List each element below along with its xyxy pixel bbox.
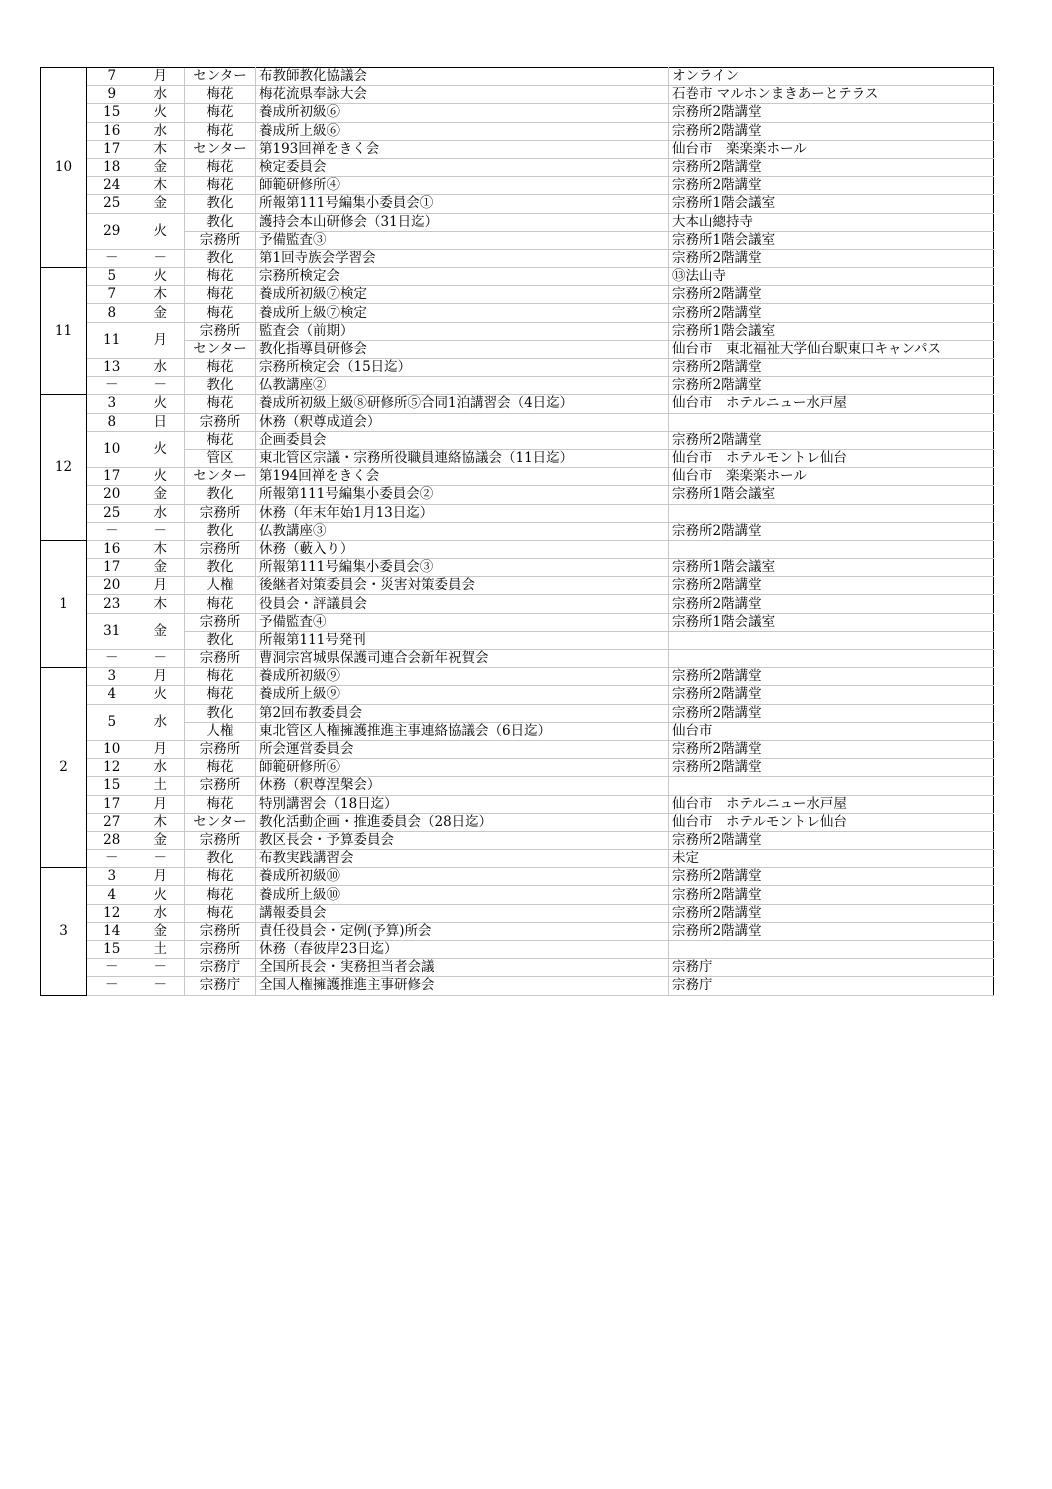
venue-cell: 宗務所2階講堂 <box>669 304 994 322</box>
department-cell: 梅花 <box>185 595 256 613</box>
venue-cell <box>669 650 994 668</box>
schedule-row <box>41 395 994 413</box>
weekday-cell: － <box>137 977 185 995</box>
weekday-cell: 火 <box>137 104 185 122</box>
venue-cell: 宗務所1階会議室 <box>669 486 994 504</box>
department-cell: 梅花 <box>185 122 256 140</box>
schedule-row <box>41 959 994 977</box>
department-cell: 梅花 <box>185 886 256 904</box>
day-cell: 11 <box>87 322 137 358</box>
day-cell: 17 <box>87 795 137 813</box>
schedule-row <box>41 613 994 631</box>
schedule-row <box>41 177 994 195</box>
department-cell: 梅花 <box>185 268 256 286</box>
schedule-row <box>41 813 994 831</box>
day-cell: 28 <box>87 831 137 849</box>
weekday-cell: 木 <box>137 177 185 195</box>
schedule-row <box>41 195 994 213</box>
month-cell: 10 <box>41 68 87 268</box>
event-cell: 師範研修所⑥ <box>256 759 669 777</box>
weekday-cell: 火 <box>137 468 185 486</box>
venue-cell: 仙台市 楽楽楽ホール <box>669 468 994 486</box>
event-cell: 東北管区宗議・宗務所役職員連絡協議会（11日迄） <box>256 449 669 467</box>
department-cell: 宗務所 <box>185 650 256 668</box>
day-cell: － <box>87 650 137 668</box>
day-cell: 18 <box>87 158 137 176</box>
venue-cell: 宗務所2階講堂 <box>669 104 994 122</box>
venue-cell: 宗務所2階講堂 <box>669 177 994 195</box>
day-cell: 13 <box>87 359 137 377</box>
day-cell: － <box>87 850 137 868</box>
weekday-cell: 木 <box>137 595 185 613</box>
department-cell: 宗務所 <box>185 504 256 522</box>
weekday-cell: 木 <box>137 140 185 158</box>
venue-cell: 宗務所2階講堂 <box>669 431 994 449</box>
weekday-cell: 日 <box>137 413 185 431</box>
venue-cell <box>669 941 994 959</box>
event-cell: 休務（藪入り） <box>256 540 669 558</box>
schedule-row <box>41 668 994 686</box>
event-cell: 東北管区人権擁護推進主事連絡協議会（6日迄） <box>256 722 669 740</box>
schedule-row <box>41 304 994 322</box>
weekday-cell: 火 <box>137 268 185 286</box>
department-cell: 教化 <box>185 631 256 649</box>
weekday-cell: 木 <box>137 813 185 831</box>
event-cell: 養成所上級⑩ <box>256 886 669 904</box>
event-cell: 休務（春彼岸23日迄） <box>256 941 669 959</box>
event-cell: 責任役員会・定例(予算)所会 <box>256 922 669 940</box>
department-cell: センター <box>185 340 256 358</box>
department-cell: 梅花 <box>185 868 256 886</box>
day-cell: 20 <box>87 577 137 595</box>
weekday-cell: 水 <box>137 122 185 140</box>
day-cell: 9 <box>87 86 137 104</box>
schedule-row <box>41 86 994 104</box>
venue-cell: 仙台市 ホテルニュー水戸屋 <box>669 795 994 813</box>
venue-cell <box>669 504 994 522</box>
day-cell: 15 <box>87 941 137 959</box>
weekday-cell: 金 <box>137 486 185 504</box>
schedule-row <box>41 686 994 704</box>
schedule-row <box>41 122 994 140</box>
schedule-row <box>41 886 994 904</box>
schedule-row <box>41 104 994 122</box>
venue-cell: 宗務所2階講堂 <box>669 922 994 940</box>
department-cell: センター <box>185 68 256 86</box>
department-cell: 教化 <box>185 213 256 231</box>
day-cell: 3 <box>87 395 137 413</box>
day-cell: 12 <box>87 759 137 777</box>
month-cell: 2 <box>41 668 87 868</box>
department-cell: 梅花 <box>185 304 256 322</box>
day-cell: 20 <box>87 486 137 504</box>
venue-cell: 宗務所2階講堂 <box>669 668 994 686</box>
schedule-row <box>41 431 994 449</box>
weekday-cell: 月 <box>137 577 185 595</box>
department-cell: 梅花 <box>185 759 256 777</box>
weekday-cell: 金 <box>137 304 185 322</box>
weekday-cell: 金 <box>137 195 185 213</box>
event-cell: 梅花流県奉詠大会 <box>256 86 669 104</box>
event-cell: 養成所初級⑥ <box>256 104 669 122</box>
schedule-row <box>41 286 994 304</box>
schedule-row <box>41 759 994 777</box>
department-cell: センター <box>185 468 256 486</box>
venue-cell: 宗務所2階講堂 <box>669 377 994 395</box>
weekday-cell: 水 <box>137 759 185 777</box>
department-cell: 梅花 <box>185 795 256 813</box>
venue-cell: 宗務所2階講堂 <box>669 686 994 704</box>
venue-cell: 宗務所2階講堂 <box>669 831 994 849</box>
venue-cell: 宗務所2階講堂 <box>669 759 994 777</box>
event-cell: 第1回寺族会学習会 <box>256 249 669 267</box>
venue-cell: 宗務所2階講堂 <box>669 286 994 304</box>
schedule-row <box>41 795 994 813</box>
venue-cell: 宗務所2階講堂 <box>669 740 994 758</box>
event-cell: 養成所初級⑨ <box>256 668 669 686</box>
event-cell: 予備監査③ <box>256 231 669 249</box>
month-cell: 11 <box>41 268 87 395</box>
department-cell: 宗務所 <box>185 231 256 249</box>
venue-cell: 宗務所1階会議室 <box>669 195 994 213</box>
weekday-cell: 火 <box>137 686 185 704</box>
schedule-row <box>41 704 994 722</box>
event-cell: 監査会（前期） <box>256 322 669 340</box>
weekday-cell: － <box>137 959 185 977</box>
day-cell: 29 <box>87 213 137 249</box>
schedule-body <box>41 68 994 996</box>
event-cell: 所会運営委員会 <box>256 740 669 758</box>
department-cell: 教化 <box>185 486 256 504</box>
venue-cell: 仙台市 ホテルニュー水戸屋 <box>669 395 994 413</box>
day-cell: 10 <box>87 431 137 467</box>
day-cell: 7 <box>87 68 137 86</box>
venue-cell: 宗務所1階会議室 <box>669 559 994 577</box>
day-cell: 15 <box>87 777 137 795</box>
venue-cell: 宗務所2階講堂 <box>669 886 994 904</box>
department-cell: 宗務所 <box>185 540 256 558</box>
event-cell: 護持会本山研修会（31日迄） <box>256 213 669 231</box>
day-cell: 31 <box>87 613 137 649</box>
venue-cell: 宗務所1階会議室 <box>669 613 994 631</box>
day-cell: － <box>87 959 137 977</box>
day-cell: 17 <box>87 140 137 158</box>
weekday-cell: 水 <box>137 504 185 522</box>
weekday-cell: 金 <box>137 922 185 940</box>
weekday-cell: 水 <box>137 359 185 377</box>
day-cell: 16 <box>87 540 137 558</box>
schedule-row <box>41 559 994 577</box>
event-cell: 所報第111号発刊 <box>256 631 669 649</box>
day-cell: 4 <box>87 686 137 704</box>
day-cell: 8 <box>87 304 137 322</box>
day-cell: 25 <box>87 195 137 213</box>
event-cell: 布教師教化協議会 <box>256 68 669 86</box>
month-cell: 1 <box>41 540 87 667</box>
event-cell: 布教実践講習会 <box>256 850 669 868</box>
weekday-cell: － <box>137 249 185 267</box>
venue-cell: 大本山總持寺 <box>669 213 994 231</box>
department-cell: 教化 <box>185 559 256 577</box>
schedule-row <box>41 486 994 504</box>
event-cell: 師範研修所④ <box>256 177 669 195</box>
event-cell: 休務（釈尊成道会） <box>256 413 669 431</box>
department-cell: 教化 <box>185 377 256 395</box>
schedule-row <box>41 158 994 176</box>
venue-cell: 宗務所2階講堂 <box>669 359 994 377</box>
weekday-cell: 月 <box>137 795 185 813</box>
department-cell: 宗務所 <box>185 613 256 631</box>
schedule-row <box>41 740 994 758</box>
schedule-row <box>41 359 994 377</box>
day-cell: 23 <box>87 595 137 613</box>
department-cell: 梅花 <box>185 158 256 176</box>
event-cell: 休務（年末年始1月13日迄） <box>256 504 669 522</box>
department-cell: 宗務所 <box>185 941 256 959</box>
department-cell: 教化 <box>185 249 256 267</box>
event-cell: 企画委員会 <box>256 431 669 449</box>
event-cell: 全国所長会・実務担当者会議 <box>256 959 669 977</box>
department-cell: 梅花 <box>185 104 256 122</box>
venue-cell: 宗務所2階講堂 <box>669 868 994 886</box>
department-cell: 梅花 <box>185 431 256 449</box>
event-cell: 検定委員会 <box>256 158 669 176</box>
venue-cell <box>669 631 994 649</box>
day-cell: 14 <box>87 922 137 940</box>
schedule-row <box>41 922 994 940</box>
schedule-row <box>41 377 994 395</box>
day-cell: 12 <box>87 904 137 922</box>
day-cell: 5 <box>87 268 137 286</box>
department-cell: 管区 <box>185 449 256 467</box>
event-cell: 役員会・評議員会 <box>256 595 669 613</box>
weekday-cell: 月 <box>137 68 185 86</box>
event-cell: 養成所初級⑩ <box>256 868 669 886</box>
venue-cell: 仙台市 ホテルモントレ仙台 <box>669 813 994 831</box>
event-cell: 第193回禅をきく会 <box>256 140 669 158</box>
department-cell: 宗務所 <box>185 831 256 849</box>
weekday-cell: 木 <box>137 540 185 558</box>
venue-cell: 宗務所2階講堂 <box>669 904 994 922</box>
venue-cell: 仙台市 東北福祉大学仙台駅東口キャンパス <box>669 340 994 358</box>
weekday-cell: 金 <box>137 831 185 849</box>
event-cell: 所報第111号編集小委員会③ <box>256 559 669 577</box>
venue-cell: 宗務所2階講堂 <box>669 704 994 722</box>
schedule-table <box>40 67 994 996</box>
department-cell: 宗務所 <box>185 413 256 431</box>
event-cell: 仏教講座② <box>256 377 669 395</box>
day-cell: － <box>87 977 137 995</box>
venue-cell: 石巻市 マルホンまきあーとテラス <box>669 86 994 104</box>
weekday-cell: － <box>137 650 185 668</box>
schedule-row <box>41 850 994 868</box>
department-cell: 教化 <box>185 195 256 213</box>
venue-cell <box>669 777 994 795</box>
weekday-cell: 火 <box>137 886 185 904</box>
schedule-row <box>41 540 994 558</box>
day-cell: － <box>87 377 137 395</box>
event-cell: 第2回布教委員会 <box>256 704 669 722</box>
schedule-row <box>41 140 994 158</box>
venue-cell: 宗務所2階講堂 <box>669 595 994 613</box>
department-cell: 人権 <box>185 722 256 740</box>
weekday-cell: 土 <box>137 941 185 959</box>
department-cell: 梅花 <box>185 668 256 686</box>
event-cell: 休務（釈尊涅槃会） <box>256 777 669 795</box>
schedule-row <box>41 249 994 267</box>
department-cell: 梅花 <box>185 86 256 104</box>
event-cell: 所報第111号編集小委員会① <box>256 195 669 213</box>
schedule-row <box>41 904 994 922</box>
day-cell: 4 <box>87 886 137 904</box>
event-cell: 宗務所検定会（15日迄） <box>256 359 669 377</box>
event-cell: 講報委員会 <box>256 904 669 922</box>
weekday-cell: 月 <box>137 668 185 686</box>
weekday-cell: 金 <box>137 559 185 577</box>
day-cell: 17 <box>87 468 137 486</box>
event-cell: 特別講習会（18日迄） <box>256 795 669 813</box>
department-cell: 宗務所 <box>185 777 256 795</box>
venue-cell: オンライン <box>669 68 994 86</box>
weekday-cell: 金 <box>137 613 185 649</box>
venue-cell: 宗務所2階講堂 <box>669 249 994 267</box>
schedule-row <box>41 522 994 540</box>
department-cell: 教化 <box>185 704 256 722</box>
day-cell: 7 <box>87 286 137 304</box>
weekday-cell: 火 <box>137 213 185 249</box>
venue-cell: 未定 <box>669 850 994 868</box>
venue-cell: 仙台市 楽楽楽ホール <box>669 140 994 158</box>
venue-cell: 宗務所2階講堂 <box>669 122 994 140</box>
weekday-cell: 火 <box>137 395 185 413</box>
weekday-cell: － <box>137 377 185 395</box>
department-cell: 梅花 <box>185 359 256 377</box>
event-cell: 全国人権擁護推進主事研修会 <box>256 977 669 995</box>
department-cell: 梅花 <box>185 686 256 704</box>
venue-cell: 宗務所1階会議室 <box>669 322 994 340</box>
department-cell: 教化 <box>185 522 256 540</box>
weekday-cell: 月 <box>137 868 185 886</box>
department-cell: 教化 <box>185 850 256 868</box>
venue-cell <box>669 540 994 558</box>
event-cell: 宗務所検定会 <box>256 268 669 286</box>
event-cell: 養成所初級上級⑧研修所⑤合同1泊講習会（4日迄） <box>256 395 669 413</box>
event-cell: 養成所初級⑦検定 <box>256 286 669 304</box>
schedule-row <box>41 650 994 668</box>
event-cell: 教化活動企画・推進委員会（28日迄） <box>256 813 669 831</box>
department-cell: 宗務所 <box>185 922 256 940</box>
event-cell: 仏教講座③ <box>256 522 669 540</box>
event-cell: 養成所上級⑨ <box>256 686 669 704</box>
venue-cell: 宗務所1階会議室 <box>669 231 994 249</box>
venue-cell: 宗務庁 <box>669 977 994 995</box>
venue-cell: 仙台市 <box>669 722 994 740</box>
venue-cell: 宗務所2階講堂 <box>669 577 994 595</box>
weekday-cell: 月 <box>137 740 185 758</box>
schedule-row <box>41 577 994 595</box>
day-cell: 10 <box>87 740 137 758</box>
schedule-row <box>41 68 994 86</box>
venue-cell <box>669 413 994 431</box>
day-cell: 17 <box>87 559 137 577</box>
day-cell: 25 <box>87 504 137 522</box>
venue-cell: 仙台市 ホテルモントレ仙台 <box>669 449 994 467</box>
day-cell: 27 <box>87 813 137 831</box>
day-cell: 3 <box>87 668 137 686</box>
department-cell: センター <box>185 813 256 831</box>
event-cell: 予備監査④ <box>256 613 669 631</box>
event-cell: 教化指導員研修会 <box>256 340 669 358</box>
weekday-cell: 土 <box>137 777 185 795</box>
schedule-row <box>41 468 994 486</box>
event-cell: 後継者対策委員会・災害対策委員会 <box>256 577 669 595</box>
department-cell: 宗務所 <box>185 740 256 758</box>
schedule-row <box>41 777 994 795</box>
day-cell: 24 <box>87 177 137 195</box>
department-cell: 梅花 <box>185 286 256 304</box>
weekday-cell: － <box>137 850 185 868</box>
department-cell: センター <box>185 140 256 158</box>
department-cell: 梅花 <box>185 177 256 195</box>
month-cell: 3 <box>41 868 87 995</box>
day-cell: － <box>87 249 137 267</box>
venue-cell: 宗務所2階講堂 <box>669 158 994 176</box>
event-cell: 養成所上級⑦検定 <box>256 304 669 322</box>
schedule-row <box>41 322 994 340</box>
weekday-cell: 火 <box>137 431 185 467</box>
schedule-row <box>41 977 994 995</box>
weekday-cell: 水 <box>137 704 185 740</box>
weekday-cell: 水 <box>137 904 185 922</box>
department-cell: 梅花 <box>185 395 256 413</box>
department-cell: 宗務庁 <box>185 977 256 995</box>
month-cell: 12 <box>41 395 87 541</box>
venue-cell: 宗務所2階講堂 <box>669 522 994 540</box>
weekday-cell: 金 <box>137 158 185 176</box>
schedule-row <box>41 941 994 959</box>
schedule-row <box>41 504 994 522</box>
schedule-row <box>41 268 994 286</box>
weekday-cell: 水 <box>137 86 185 104</box>
department-cell: 梅花 <box>185 904 256 922</box>
venue-cell: ⑬法山寺 <box>669 268 994 286</box>
event-cell: 曹洞宗宮城県保護司連合会新年祝賀会 <box>256 650 669 668</box>
event-cell: 所報第111号編集小委員会② <box>256 486 669 504</box>
day-cell: 15 <box>87 104 137 122</box>
event-cell: 養成所上級⑥ <box>256 122 669 140</box>
schedule-row <box>41 868 994 886</box>
venue-cell: 宗務庁 <box>669 959 994 977</box>
schedule-row <box>41 413 994 431</box>
weekday-cell: 月 <box>137 322 185 358</box>
schedule-row <box>41 213 994 231</box>
schedule-row <box>41 595 994 613</box>
schedule-row <box>41 831 994 849</box>
department-cell: 宗務所 <box>185 322 256 340</box>
day-cell: － <box>87 522 137 540</box>
weekday-cell: 木 <box>137 286 185 304</box>
day-cell: 8 <box>87 413 137 431</box>
department-cell: 人権 <box>185 577 256 595</box>
weekday-cell: － <box>137 522 185 540</box>
day-cell: 16 <box>87 122 137 140</box>
day-cell: 5 <box>87 704 137 740</box>
department-cell: 宗務庁 <box>185 959 256 977</box>
event-cell: 第194回禅をきく会 <box>256 468 669 486</box>
event-cell: 教区長会・予算委員会 <box>256 831 669 849</box>
day-cell: 3 <box>87 868 137 886</box>
